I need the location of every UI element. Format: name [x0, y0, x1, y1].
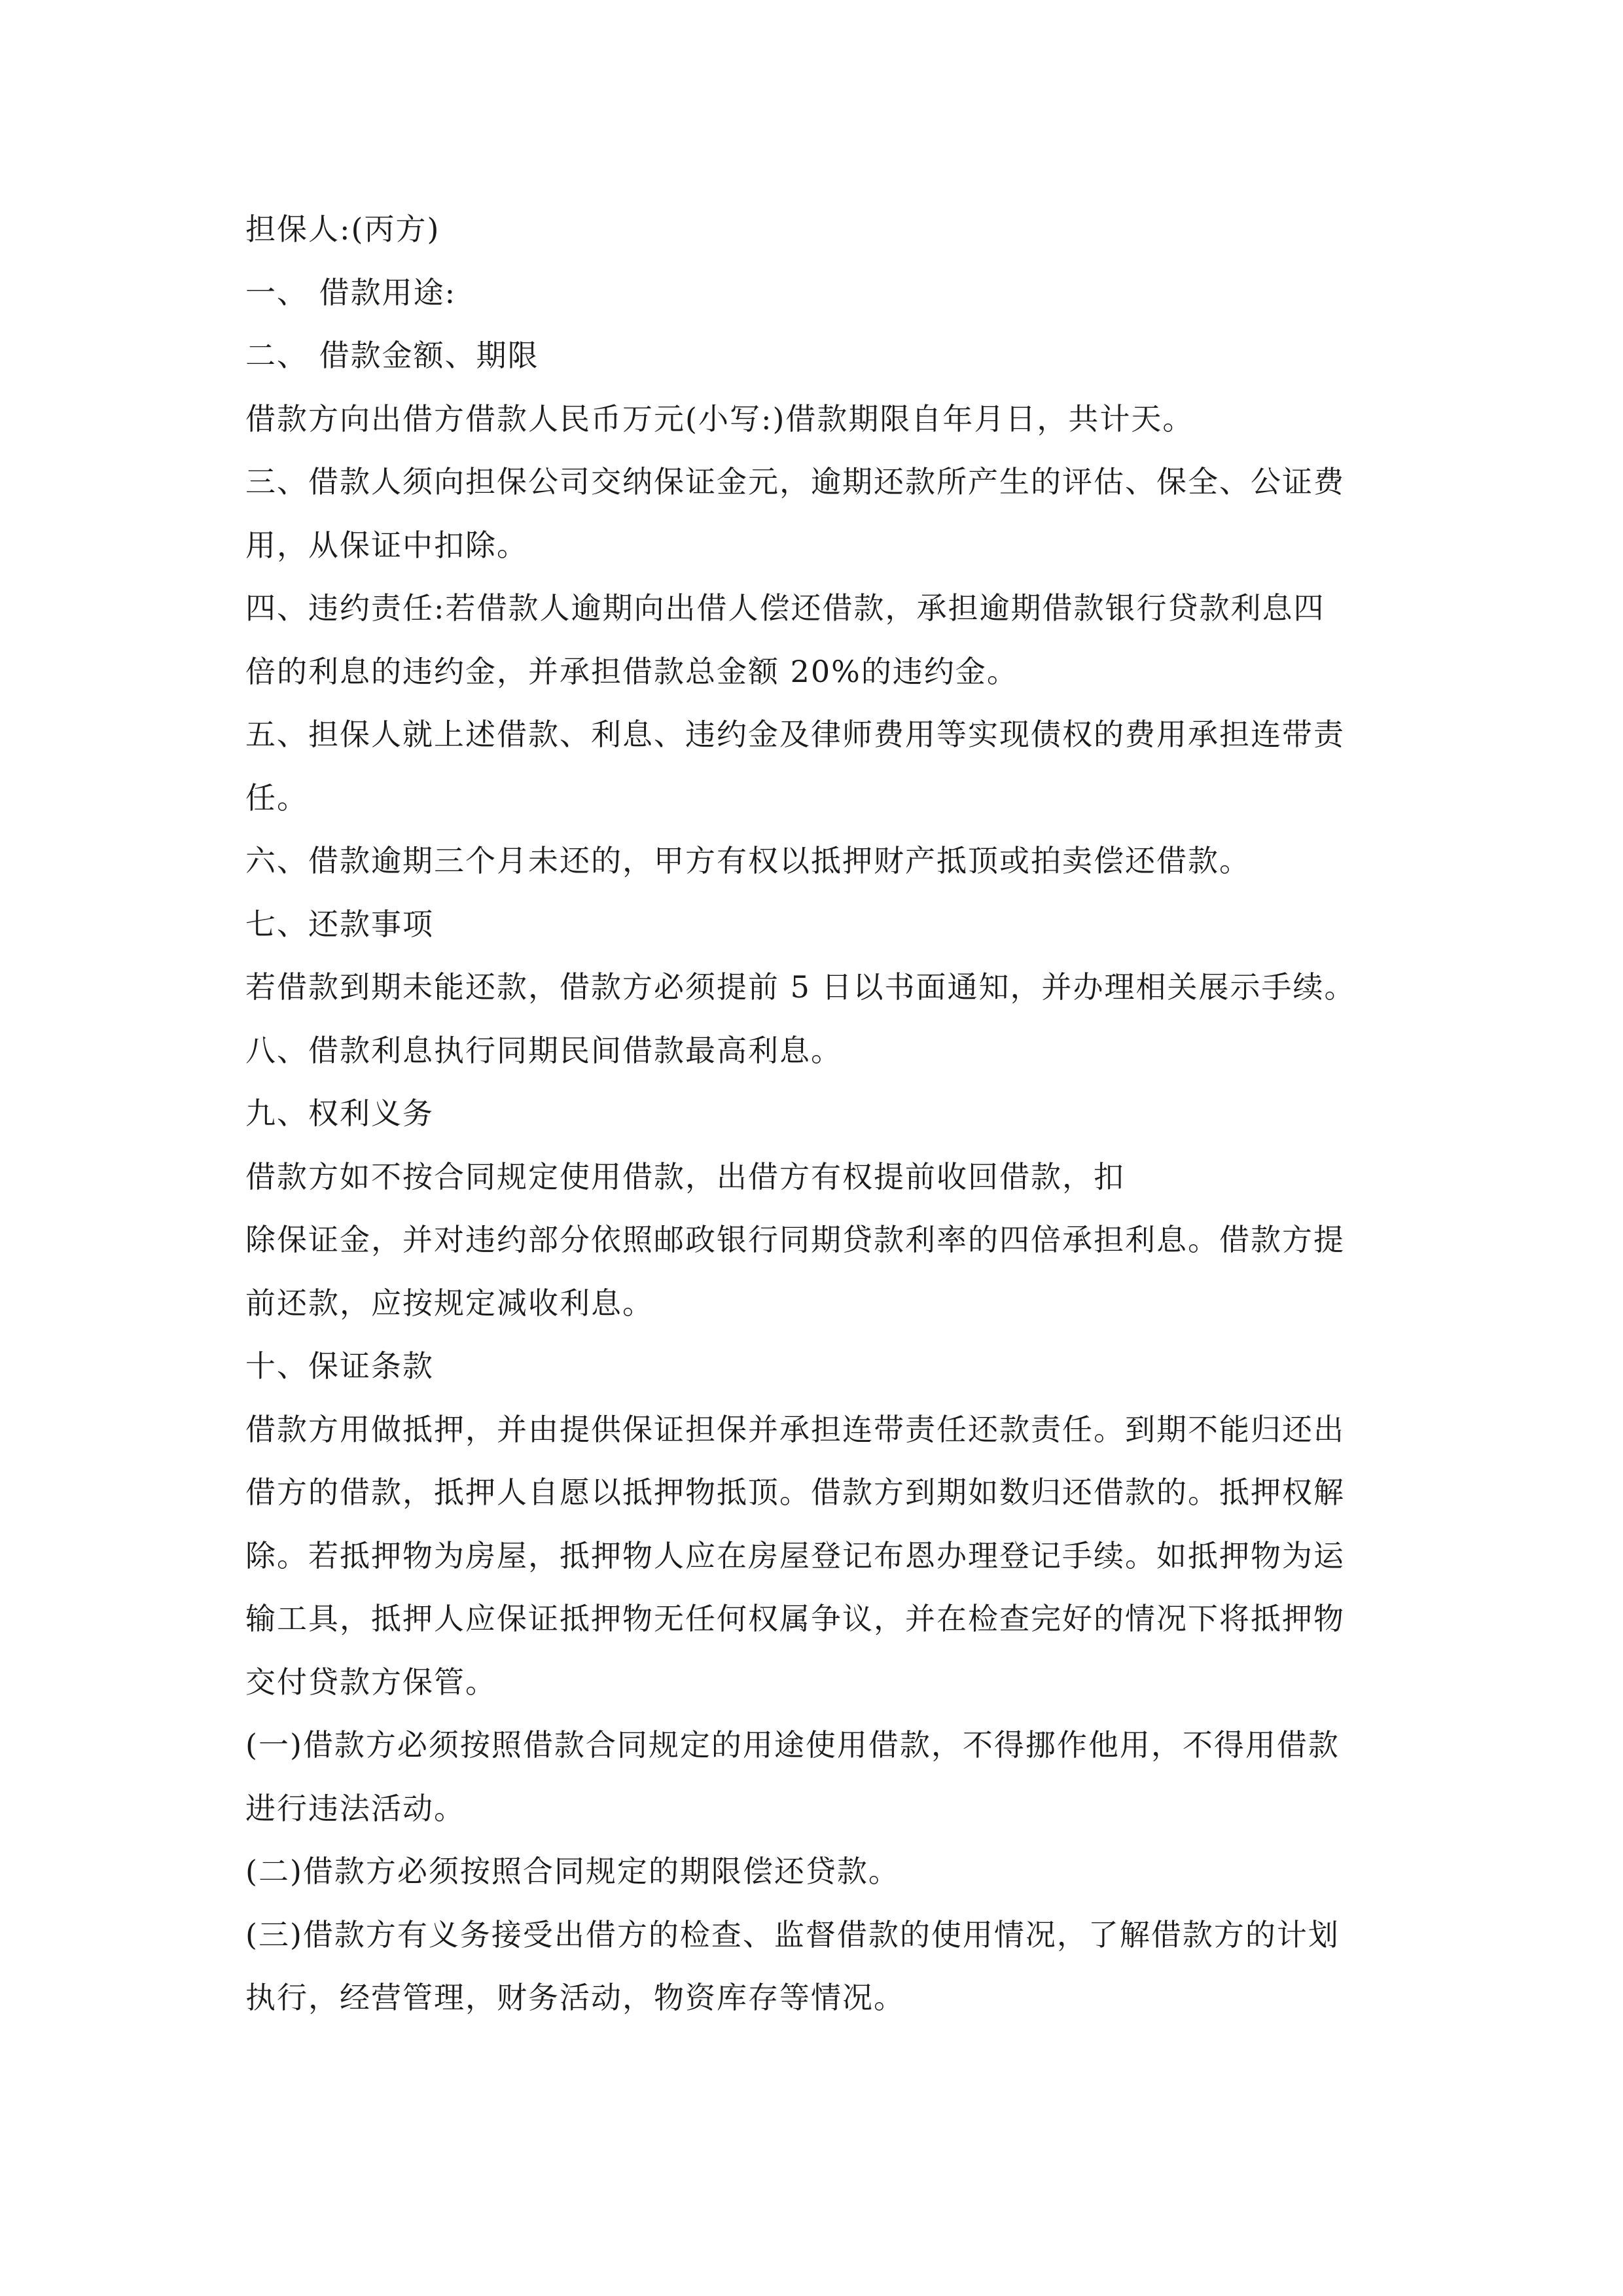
section-10-body-5: 交付贷款方保管。 [245, 1664, 497, 1700]
section-7-heading: 七、还款事项 [245, 906, 434, 942]
section-6-line: 六、借款逾期三个月未还的，甲方有权以抵押财产抵顶或拍卖偿还借款。 [245, 843, 1251, 878]
section-7-body: 若借款到期未能还款，借款方必须提前 5 日以书面通知，并办理相关展示手续。 [245, 969, 1356, 1005]
section-8-line: 八、借款利息执行同期民间借款最高利息。 [245, 1032, 842, 1068]
clause-1-line-2: 进行违法活动。 [245, 1790, 465, 1826]
section-10-body-2: 借方的借款，抵押人自愿以抵押物抵顶。借款方到期如数归还借款的。抵押权解 [245, 1475, 1345, 1510]
section-3-line-1: 三、借款人须向担保公司交纳保证金元，逾期还款所产生的评估、保全、公证费 [245, 464, 1345, 499]
section-1-heading: 一、 借款用途: [245, 274, 457, 310]
clause-2-line: (二)借款方必须按照合同规定的期限偿还贷款。 [245, 1854, 900, 1889]
contract-body [245, 198, 1397, 2030]
clause-1-line-1: (一)借款方必须按照借款合同规定的用途使用借款，不得挪作他用，不得用借款 [245, 1727, 1340, 1763]
section-9-body-2: 除保证金，并对违约部分依照邮政银行同期贷款利率的四倍承担利息。借款方提 [245, 1222, 1345, 1257]
section-10-body-4: 输工具，抵押人应保证抵押物无任何权属争议，并在检查完好的情况下将抵押物 [245, 1601, 1345, 1636]
section-9-body-1: 借款方如不按合同规定使用借款，出借方有权提前收回借款，扣 [245, 1158, 1125, 1194]
section-2-heading: 二、 借款金额、期限 [245, 338, 539, 373]
section-10-body-3: 除。若抵押物为房屋，抵押物人应在房屋登记布恩办理登记手续。如抵押物为运 [245, 1537, 1345, 1573]
section-5-line-1: 五、担保人就上述借款、利息、违约金及律师费用等实现债权的费用承担连带责 [245, 717, 1345, 752]
clause-3-line-2: 执行，经营管理，财务活动，物资库存等情况。 [245, 1980, 905, 2015]
section-4-line-2: 倍的利息的违约金，并承担借款总金额 20%的违约金。 [245, 653, 1018, 689]
section-9-body-3: 前还款，应按规定减收利息。 [245, 1285, 654, 1321]
section-3-line-2: 用，从保证中扣除。 [245, 527, 528, 563]
section-10-heading: 十、保证条款 [245, 1348, 434, 1384]
section-9-heading: 九、权利义务 [245, 1096, 434, 1131]
section-4-line-1: 四、违约责任:若借款人逾期向出借人偿还借款，承担逾期借款银行贷款利息四 [245, 590, 1325, 626]
section-10-body-1: 借款方用做抵押，并由提供保证担保并承担连带责任还款责任。到期不能归还出 [245, 1411, 1345, 1447]
guarantor-line: 担保人:(丙方) [245, 211, 440, 247]
loan-amount-line: 借款方向出借方借款人民币万元(小写:)借款期限自年月日，共计天。 [245, 401, 1194, 437]
section-5-line-2: 任。 [245, 780, 308, 816]
clause-3-line-1: (三)借款方有义务接受出借方的检查、监督借款的使用情况，了解借款方的计划 [245, 1916, 1340, 1952]
